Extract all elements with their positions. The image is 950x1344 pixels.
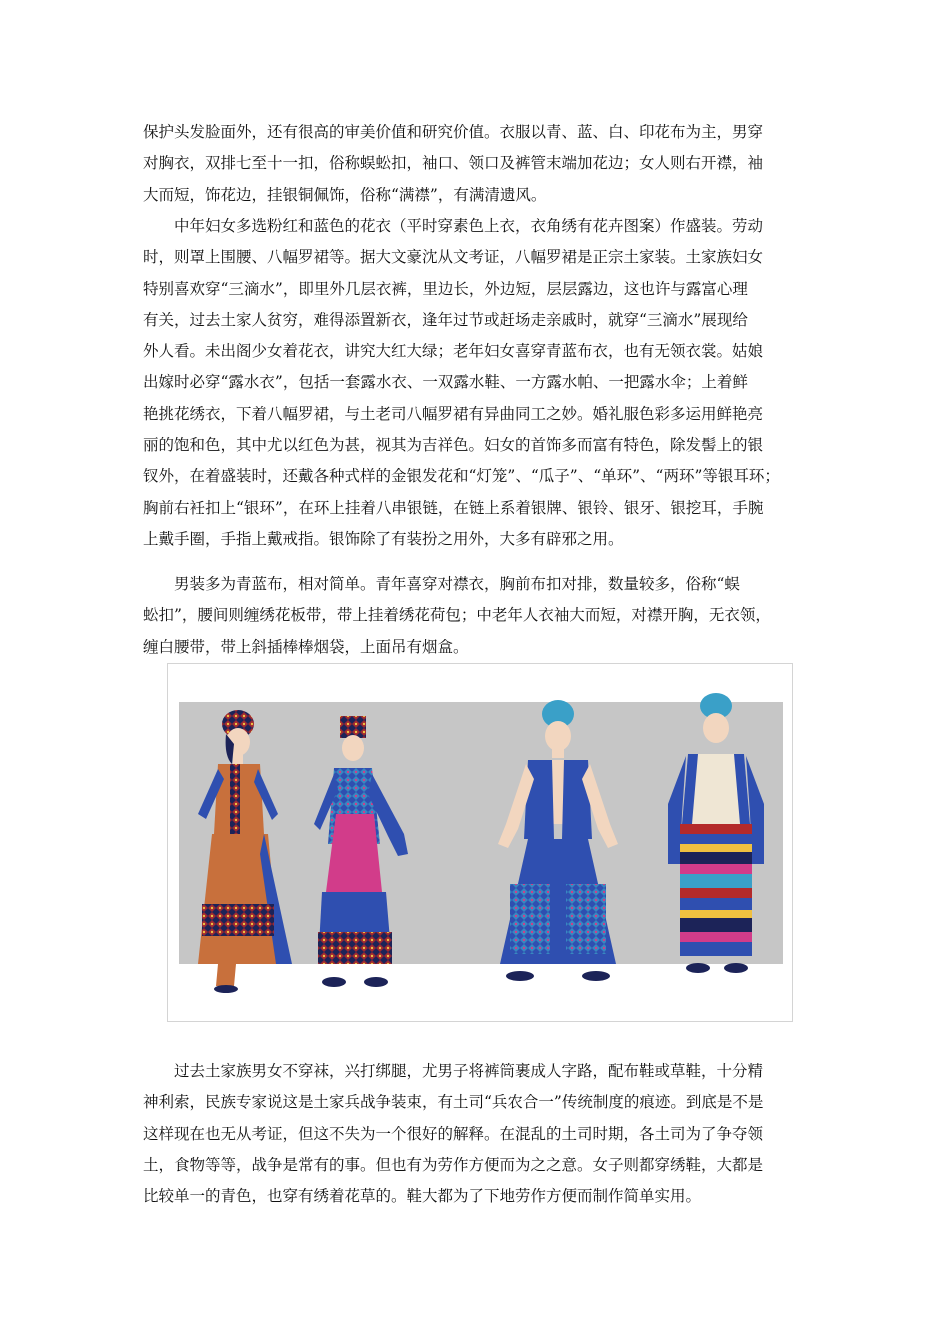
text-line: 有关，过去土家人贫穷，难得添置新衣，逢年过节或赶场走亲戚时，就穿“三滴水”展现给 (143, 310, 748, 329)
text-line: 上戴手圈，手指上戴戒指。银饰除了有装扮之用外，大多有辟邪之用。 (143, 529, 624, 548)
text-line: 这样现在也无从考证，但这不失为一个很好的解释。在混乱的土司时期，各土司为了争夺领 (143, 1124, 764, 1143)
text-line: 丽的饱和色，其中尤以红色为甚，视其为吉祥色。妇女的首饰多而富有特色，除发髻上的银 (143, 436, 764, 455)
text-line: 神利索，民族专家说这是土家兵战争装束，有土司“兵农合一”传统制度的痕迹。到底是不是 (143, 1093, 764, 1112)
text-line: 对胸衣，双排七至十一扣，俗称蜈蚣扣，袖口、领口及裤管末端加花边；女人则右开襟，袖 (143, 154, 764, 173)
paragraph-1 (143, 117, 807, 211)
text-line: 蚣扣”，腰间则缠绣花板带，带上挂着绣花荷包；中老年人衣袖大而短，对襟开胸，无衣领， (143, 606, 771, 625)
text-line: 艳挑花绣衣，下着八幅罗裙，与土老司八幅罗裙有异曲同工之妙。婚礼服色彩多运用鲜艳亮 (143, 404, 764, 423)
text-line: 时，则罩上围腰、八幅罗裙等。据大文豪沈从文考证，八幅罗裙是正宗土家装。土家族妇女 (143, 248, 764, 267)
woman-orange-figure (198, 710, 292, 993)
text-line: 过去土家族男女不穿袜，兴打绑腿，尤男子将裤筒裹成人字路，配布鞋或草鞋，十分精 (143, 1062, 764, 1080)
text-line: 保护头发脸面外，还有很高的审美价值和研究价值。衣服以青、蓝、白、印花布为主，男穿 (143, 123, 764, 141)
paragraph-2 (143, 211, 807, 555)
text-line: 男装多为青蓝布，相对简单。青年喜穿对襟衣，胸前布扣对排，数量较多，俗称“蜈 (143, 575, 740, 593)
text-line: 比较单一的青色，也穿有绣着花草的。鞋大都为了下地劳作方便而制作简单实用。 (143, 1187, 702, 1206)
costume-figures (168, 664, 792, 1021)
text-line: 缠白腰带，带上斜插棒棒烟袋，上面吊有烟盒。 (143, 637, 469, 656)
text-line: 胸前右衽扣上“银环”，在环上挂着八串银链，在链上系着银牌、银铃、银牙、银挖耳，手腕 (143, 498, 764, 517)
text-line: 大而短，饰花边，挂银铜佩饰，俗称“满襟”，有满清遗风。 (143, 185, 547, 204)
woman-pink-figure (314, 716, 408, 987)
text-line: 特别喜欢穿“三滴水”，即里外几层衣裤，里边长，外边短，层层露边，这也许与露富心理 (143, 279, 748, 298)
costume-illustration (167, 663, 793, 1022)
man-vest-figure (498, 700, 618, 981)
paragraph-4 (143, 1056, 807, 1212)
text-line: 土，食物等等，战争是常有的事。但也有为劳作方便而为之之意。女子则都穿绣鞋，大都是 (143, 1155, 764, 1174)
text-line: 中年妇女多选粉红和蓝色的花衣（平时穿素色上衣，衣角绣有花卉图案）作盛装。劳动 (143, 217, 764, 235)
text-line: 出嫁时必穿“露水衣”，包括一套露水衣、一双露水鞋、一方露水帕、一把露水伞；上着鲜 (143, 373, 748, 392)
text-line: 钗外，在着盛装时，还戴各种式样的金银发花和“灯笼”、“瓜子”、“单环”、“两环”等银耳环； (143, 467, 780, 486)
text-line: 外人看。未出阁少女着花衣，讲究大红大绿；老年妇女喜穿青蓝布衣，也有无领衣裳。姑娘 (143, 342, 764, 361)
man-robe-figure (668, 693, 764, 973)
paragraph-3 (143, 569, 807, 663)
